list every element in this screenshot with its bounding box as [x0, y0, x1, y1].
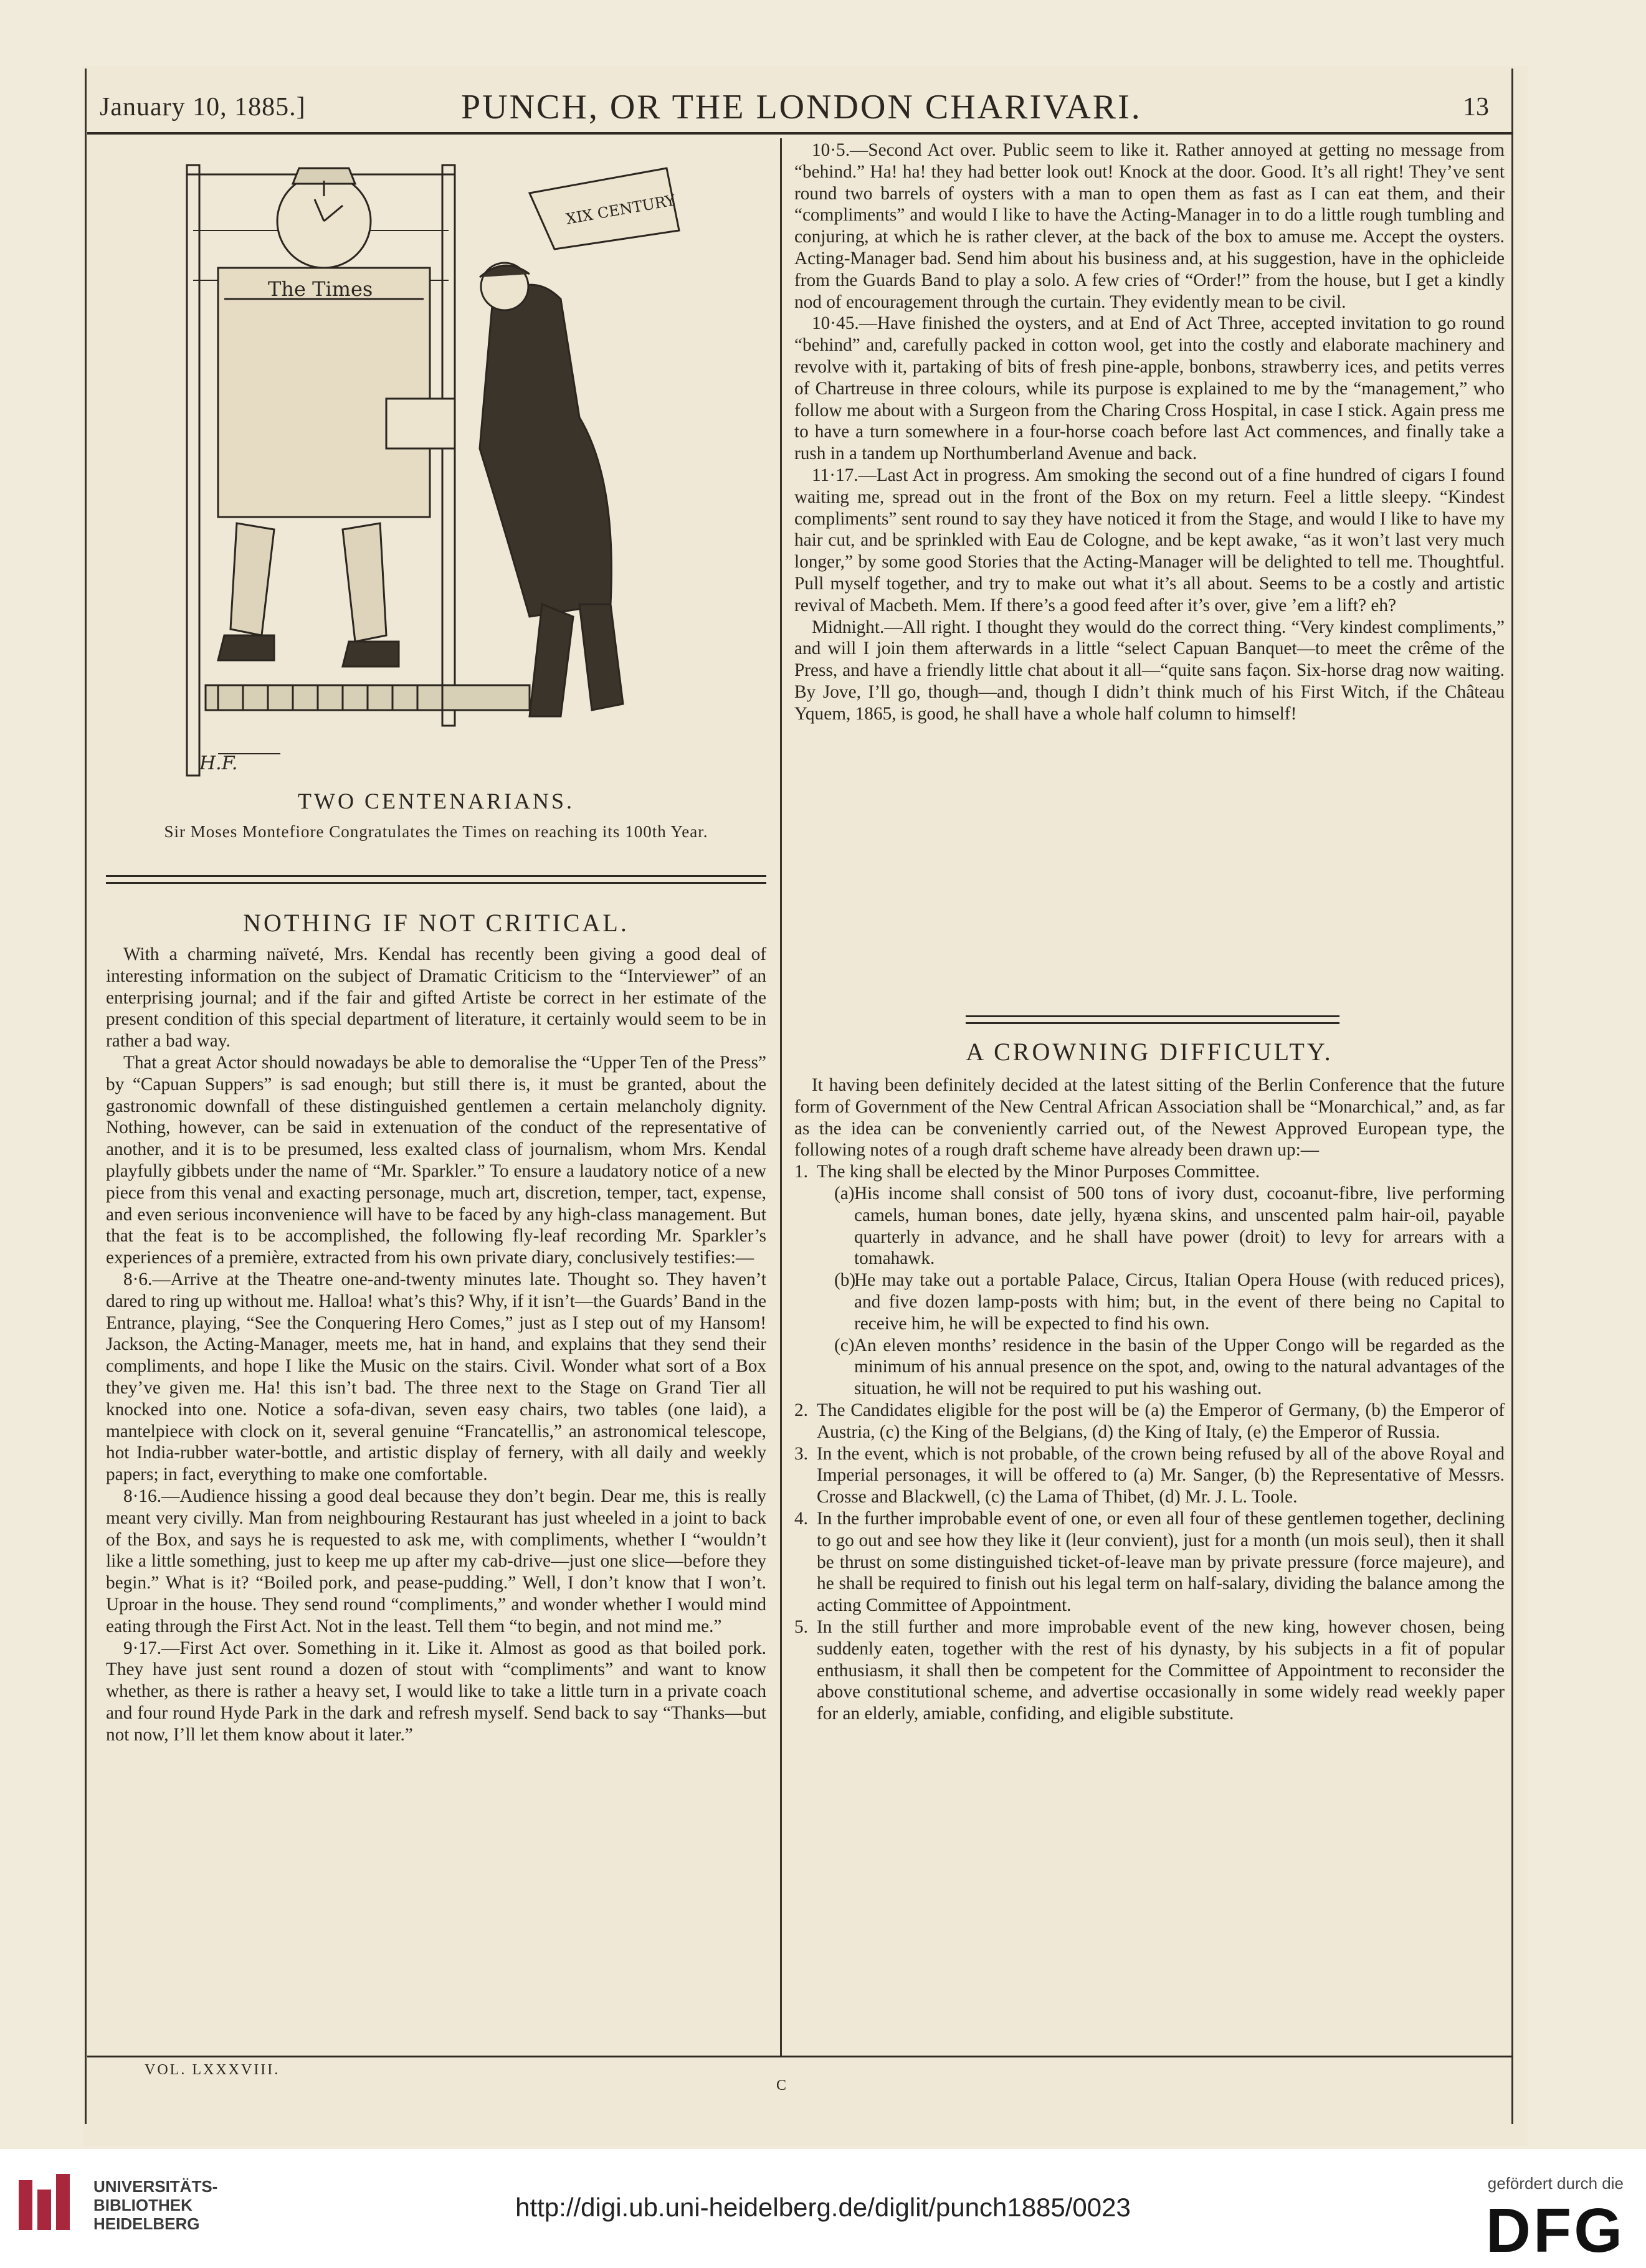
issue-date: January 10, 1885.] — [100, 93, 306, 121]
scheme-list — [794, 1161, 1505, 1725]
list-item: 5. In the still further and more improbable event of the new king, however chosen, being suddenly eaten, together with the rest of his dynasty, by his subjects in a fit of popular enthusiasm, it shall then be competent for the Committee of Appointment to reconsider the above constitutional scheme, and advertise occasionally in some widely read weekly paper for an elderly, amiable, confiding, and eligible substitute. — [794, 1616, 1505, 1724]
list-item: 3. In the event, which is not probable, of the crown being refused by all of the above Royal and Imperial personages, it will be offered to (a) Mr. Sanger, (b) the Representative of Messrs. Crosse and Blackwell, (c) the Lama of Thibet, (d) Mr. J. L. Toole. — [794, 1443, 1505, 1507]
signature-mark: C — [776, 2077, 787, 2094]
sub-item: (a) His income shall consist of 500 tons of ivory dust, cocoanut-fibre, live performing camels, human bones, date jelly, hyæna skins, and unscented palm hair-oil, payable quarterly in advance, and he shall have power (droit) to levy for arrears with a tomahawk. — [834, 1183, 1505, 1269]
paper-masthead-text: The Times — [268, 277, 373, 301]
list-item: 1. The king shall be elected by the Minor Purposes Committee. (a) His income shall consist of 500 tons of ivory dust, cocoanut-fibre, live performing camels, human bones, date jelly, hyæna skins, and unscented palm hair-oil, payable quarterly in advance, and he shall have power (droit) to levy for arrears with a tomahawk. (b) He may take out a portable Palace, Circus, Italian Opera House (with reduced prices), and five dozen lamp-posts with him; but, in the event of there being no Capital to receive him, he will be expected to find his own. (c) An eleven months’ residence in the basin of the Upper Congo will be regarded as the minimum of his annual presence on the spot, and, owing to the natural advantages of the situation, he will not be required to put his washing out. — [794, 1162, 1505, 1399]
page-header — [100, 87, 1501, 137]
list-item: 4. In the further improbable event of one, or even all four of these gentlemen together, declining to go out and see how they like it (leur convient), just for a month (un mois seul), then it shall be thrust on some distinguished ticket-of-leave man by private pressure (force majeure), and he shall be required to finish out his legal term on half-salary, dividing the balance among the acting Committee of Appointment. — [794, 1508, 1505, 1616]
paragraph: 10·5.—Second Act over. Public seem to like it. Rather annoyed at getting no message from “behind.” Ha! ha! they had better look out! Knock at the door. Good. It’s all right! They’ve sent round two barrels of oysters with a man to open them as fast as I can eat them, and their “compliments” and would I like to have the Acting-Manager in to do a little rough tumbling and conjuring, at which he is rather clever, at the back of the box to amuse me. Accept the oysters. Acting-Manager bad. Send him about his business and, at his suggestion, have in the ophicleide from the Guards Band to play a solo. A few cries of “Order!” from the house, but I get a kindly nod of encouragement through the curtain. They evidently mean to be civil. — [794, 140, 1505, 312]
source-url-link[interactable]: http://digi.ub.uni-heidelberg.de/diglit/punch1885/0023 — [515, 2193, 1131, 2222]
svg-text:XIX CENTURY: XIX CENTURY — [564, 191, 677, 228]
paragraph: 9·17.—First Act over. Something in it. Like it. Almost as good as that boiled pork. They have just sent round a dozen of stout with “compliments” and want to know whether, as there is rather a heavy set, I would like to take a little turn in a private coach and four round Hyde Park in the dark and refresh myself. Send back to say “Thanks—but not now, I’ll let them know about it later.” — [106, 1638, 766, 1745]
illustration-subtitle: Sir Moses Montefiore Congratulates the Times on reaching its 100th Year. — [164, 822, 708, 841]
column-divider — [780, 138, 782, 2057]
list-item: 2. The Candidates eligible for the post will be (a) the Emperor of Germany, (b) the Emperor of Austria, (c) the King of the Belgians, (d) the King of Italy, (e) the Emperor of Russia. — [794, 1400, 1505, 1442]
article-body-crowning — [794, 1075, 1505, 1725]
article-body-left — [106, 944, 766, 1745]
svg-text:H.F.: H.F. — [199, 752, 238, 774]
paragraph: That a great Actor should nowadays be able to demoralise the “Upper Ten of the Press” by “Capuan Suppers” is sad enough; but still there is, it must be granted, about the gastronomic downfall of these distinguished gentlemen a certain melancholy dignity. Nothing, however, can be said in extenuation of the conduct of the representative of another, and it is to be presumed, less exalted class of journalism, whom Mrs. Kendal playfully gibbets under the name of “Mr. Sparkler.” To ensure a laudatory notice of a new piece from this venal and exacting personage, much art, discretion, temper, tact, expense, and even serious inconvenience will have to be faced by any high-class management. But that the feat is to be accomplished, the following fly-leaf recording Mr. Sparkler’s experiences of a première, extracted from his own private diary, conclusively testifies:— — [106, 1052, 766, 1268]
digitization-footer — [0, 2149, 1646, 2268]
footer-rule — [87, 2056, 1513, 2057]
article-title-a-crowning-difficulty: A CROWNING DIFFICULTY. — [966, 1038, 1333, 1066]
paragraph: Midnight.—All right. I thought they would do the correct thing. “Very kindest compliments,” and will I join them afterwards in a little “select Capuan Banquet—to meet the crême of the Press, and have a friendly little chat about it all—“quite sans façon. Six-horse drag now waiting. By Jove, I’ll go, though—and, though I didn’t think much of his First Witch, if the Château Yquem, 1865, is good, he shall have a whole half column to himself! — [794, 617, 1505, 724]
cartoon-illustration — [181, 156, 685, 779]
page-number: 13 — [1463, 93, 1489, 121]
paragraph: 10·45.—Have finished the oysters, and at End of Act Three, accepted invitation to go round “behind” and, carefully packed in cotton wool, get into the costly and elaborate machinery and revolve with it, partaking of bits of fresh pine-apple, bonbons, strawberry ices, and petits verres of Chartreuse in three colours, while its purpose is explained to me by the “management,” who follow me about with a Surgeon from the Charing Cross Hospital, in case I stick. Again press me to have a turn somewhere in a four-horse coach before last Act commences, and finally take a rush in a tandem up Northumberland Avenue and back. — [794, 313, 1505, 464]
page-border-right — [1511, 69, 1513, 2124]
volume-label: VOL. LXXXVIII. — [145, 2062, 280, 2078]
page-border-left — [85, 69, 87, 2124]
header-rule — [87, 132, 1513, 135]
section-rule — [106, 875, 766, 884]
dfg-logo: DFG — [1485, 2196, 1625, 2266]
masthead-title: PUNCH, OR THE LONDON CHARIVARI. — [461, 88, 1142, 126]
article-title-nothing-if-not-critical: NOTHING IF NOT CRITICAL. — [243, 909, 629, 937]
sub-item: (c) An eleven months’ residence in the basin of the Upper Congo will be regarded as the minimum of his annual presence on the spot, and, owing to the natural advantages of the situation, he will not be required to put his washing out. — [834, 1335, 1505, 1399]
paragraph: With a charming naïveté, Mrs. Kendal has recently been giving a good deal of interesting information on the subject of Dramatic Criticism to the “Interviewer” of an enterprising journal; and if the fair and gifted Artiste be correct in her estimate of the present condition of this special department of literature, it certainly would seem to be in rather a bad way. — [106, 944, 766, 1051]
paragraph: It having been definitely decided at the latest sitting of the Berlin Conference that the future form of Government of the New Central African Association shall be “Monarchical,” and, as far as the idea can be conveniently carried out, of the Newest Approved European type, the following notes of a rough draft scheme have already been drawn up:— — [794, 1075, 1505, 1160]
paragraph: 8·6.—Arrive at the Theatre one-and-twenty minutes late. Thought so. They haven’t dared to ring up without me. Halloa! what’s this? Why, if it isn’t—the Guards’ Band in the Entrance, playing, “See the Conquering Hero Comes,” just as I step out of my Hansom! Jackson, the Acting-Manager, meets me, hat in hand, and explains that they send their compliments, and hope I like the Music on the stairs. Civil. Wonder what sort of a Box they’ve given me. Ha! this isn’t bad. The three next to the Stage on Grand Tier all knocked into one. Notice a sofa-divan, seven easy chairs, two tables (one laid), a mantelpiece with clock on it, several genuine “Francatellis,” an astronomical telescope, hot India-rubber water-bottle, and artistic display of fernery, with all daily and weekly papers; in fact, everything to make one comfortable. — [106, 1269, 766, 1485]
sub-item: (b) He may take out a portable Palace, Circus, Italian Opera House (with reduced prices), and five dozen lamp-posts with him; but, in the event of there being no Capital to receive him, he will be expected to find his own. — [834, 1270, 1505, 1334]
paragraph: 8·16.—Audience hissing a good deal because they don’t begin. Dear me, this is really meant very civilly. Man from neighbouring Restaurant has just wheeled in a joint to back of the Box, and says he is requested to ask me, with compliments, whether I “wouldn’t like a little something, just to keep me up after my cab-drive—just one slice—before they begin.” What is it? “Boiled pork, and pease-pudding.” Well, I don’t know that I won’t. Uproar in the house. They send round “compliments,” and wonder whether I would mind eating through the First Act. Not in the least. Tell them “to begin, and not mind me.” — [106, 1486, 766, 1636]
article-body-continued — [794, 140, 1505, 725]
library-name: UNIVERSITÄTS- BIBLIOTHEK HEIDELBERG — [93, 2177, 218, 2233]
paragraph: 11·17.—Last Act in progress. Am smoking the second out of a fine hundred of cigars I found waiting me, spread out in the front of the Box on my return. Feel a little sleepy. “Kindest compliments” sent round to say they have noticed it from the Stage, and would I like to have my hair cut, and be sprinkled with Eau de Cologne, and be kept awake, “as it won’t last very much longer,” by some good Stories that the Acting-Manager will be delighted to tell me. Thoughtful. Pull myself together, and try to make out what it’s all about. Seems to be a costly and artistic revival of Macbeth. Mem. If there’s a good feed after it’s over, give ’em a lift? eh? — [794, 465, 1505, 615]
section-rule — [966, 1015, 1339, 1024]
illustration-title: TWO CENTENARIANS. — [298, 789, 574, 814]
funding-note: gefördert durch die — [1487, 2174, 1624, 2193]
